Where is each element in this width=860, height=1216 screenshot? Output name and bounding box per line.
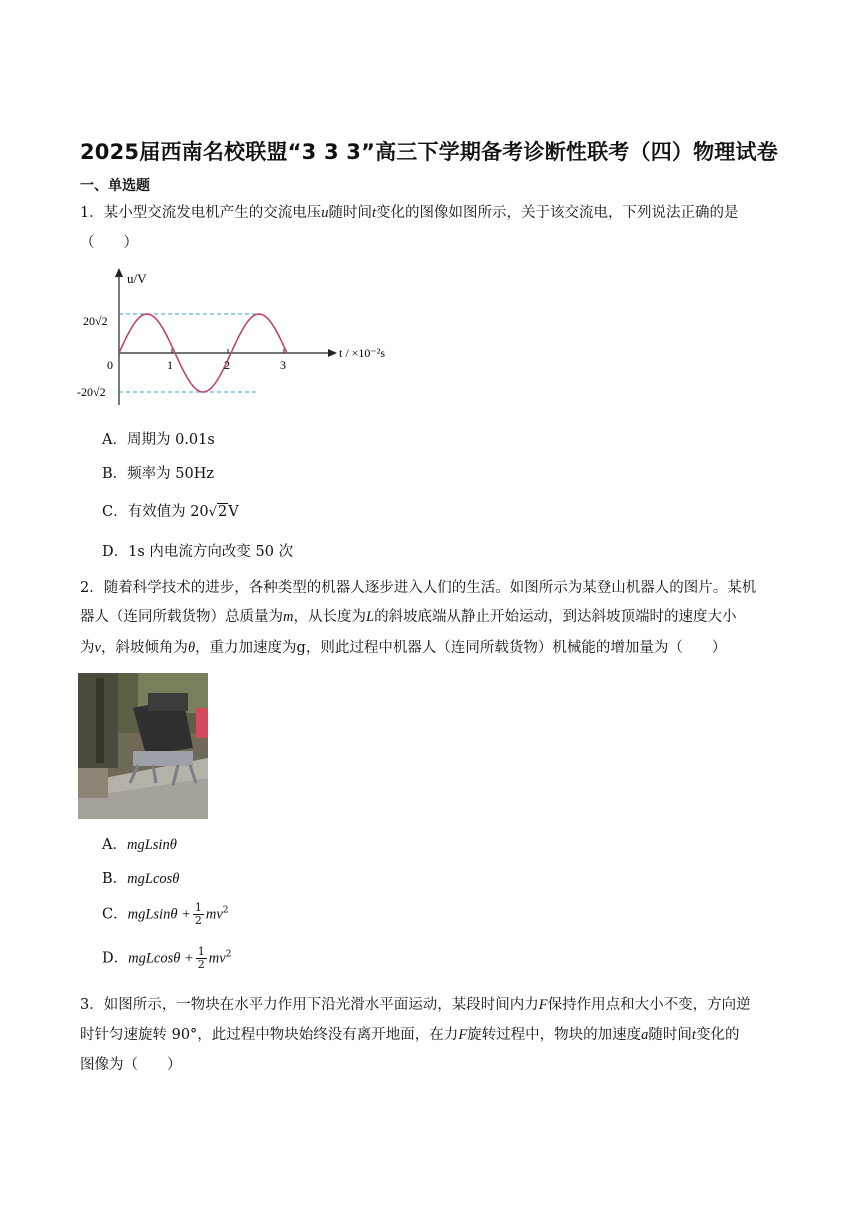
x-tick-label-1: 1 [167,358,173,372]
q1-stem-line1: 1．某小型交流发电机产生的交流电压u随时间t变化的图像如图所示，关于该交流电，下列说法正确的是 [80,205,739,221]
x-axis-arrow [328,349,337,357]
y-axis-arrow [115,268,123,277]
q1-option-d[interactable]: D．1s 内电流方向改变 50 次 [102,544,294,560]
q2-option-a[interactable]: A．mgLsinθ [102,837,177,853]
q2-stem-line3: 为v，斜坡倾角为θ，重力加速度为g，则此过程中机器人（连同所载货物）机械能的增加量为（ ） [80,640,727,656]
q3-stem-line2: 时针匀速旋转 90°，此过程中物块始终没有离开地面，在力F旋转过程中，物块的加速度a随时间t变化的 [80,1027,740,1043]
x-tick-label-3: 3 [280,358,286,372]
x-tick-label-2: 2 [224,358,230,372]
y-axis-label: u/V [127,271,147,286]
y-tick-pos: 20√2 [83,314,108,328]
q3-stem-line3: 图像为（ ） [80,1057,182,1073]
q2-option-d[interactable]: D．mgLcosθ + $\frac{1}{2}$ $mv^2$ [102,945,232,971]
q2-stem-line1: 2．随着科学技术的进步，各种类型的机器人逐步进入人们的生活。如图所示为某登山机器人的图片。某机 [80,580,757,596]
q1-option-a[interactable]: A．周期为 0.01s [102,432,215,448]
page-title: 2025届西南名校联盟“3 3 3”高三下学期备考诊断性联考（四）物理试卷 [80,140,778,164]
section-heading: 一、单选题 [80,178,150,194]
q1-option-c[interactable]: C．有效值为 20√2V [102,504,239,520]
q1-stem-line2: （ ） [80,235,138,251]
q1-option-b[interactable]: B．频率为 50Hz [102,466,214,482]
x-axis-label: t / ×10⁻²s [339,346,386,360]
robot-photo [78,673,208,819]
q3-stem-line1: 3．如图所示，一物块在水平力作用下沿光滑水平面运动，某段时间内力F保持作用点和大小不变，方向逆 [80,997,751,1013]
q1-voltage-graph [75,265,405,415]
origin-label: 0 [107,358,113,372]
q2-option-c[interactable]: C．mgLsinθ + $\frac{1}{2}$ $mv^2$ [102,901,229,927]
q2-option-b[interactable]: B．mgLcosθ [102,871,180,887]
y-tick-neg: -20√2 [77,385,106,399]
q2-stem-line2: 器人（连同所载货物）总质量为m，从长度为L的斜坡底端从静止开始运动，到达斜坡顶端时的速度大小 [80,609,737,625]
